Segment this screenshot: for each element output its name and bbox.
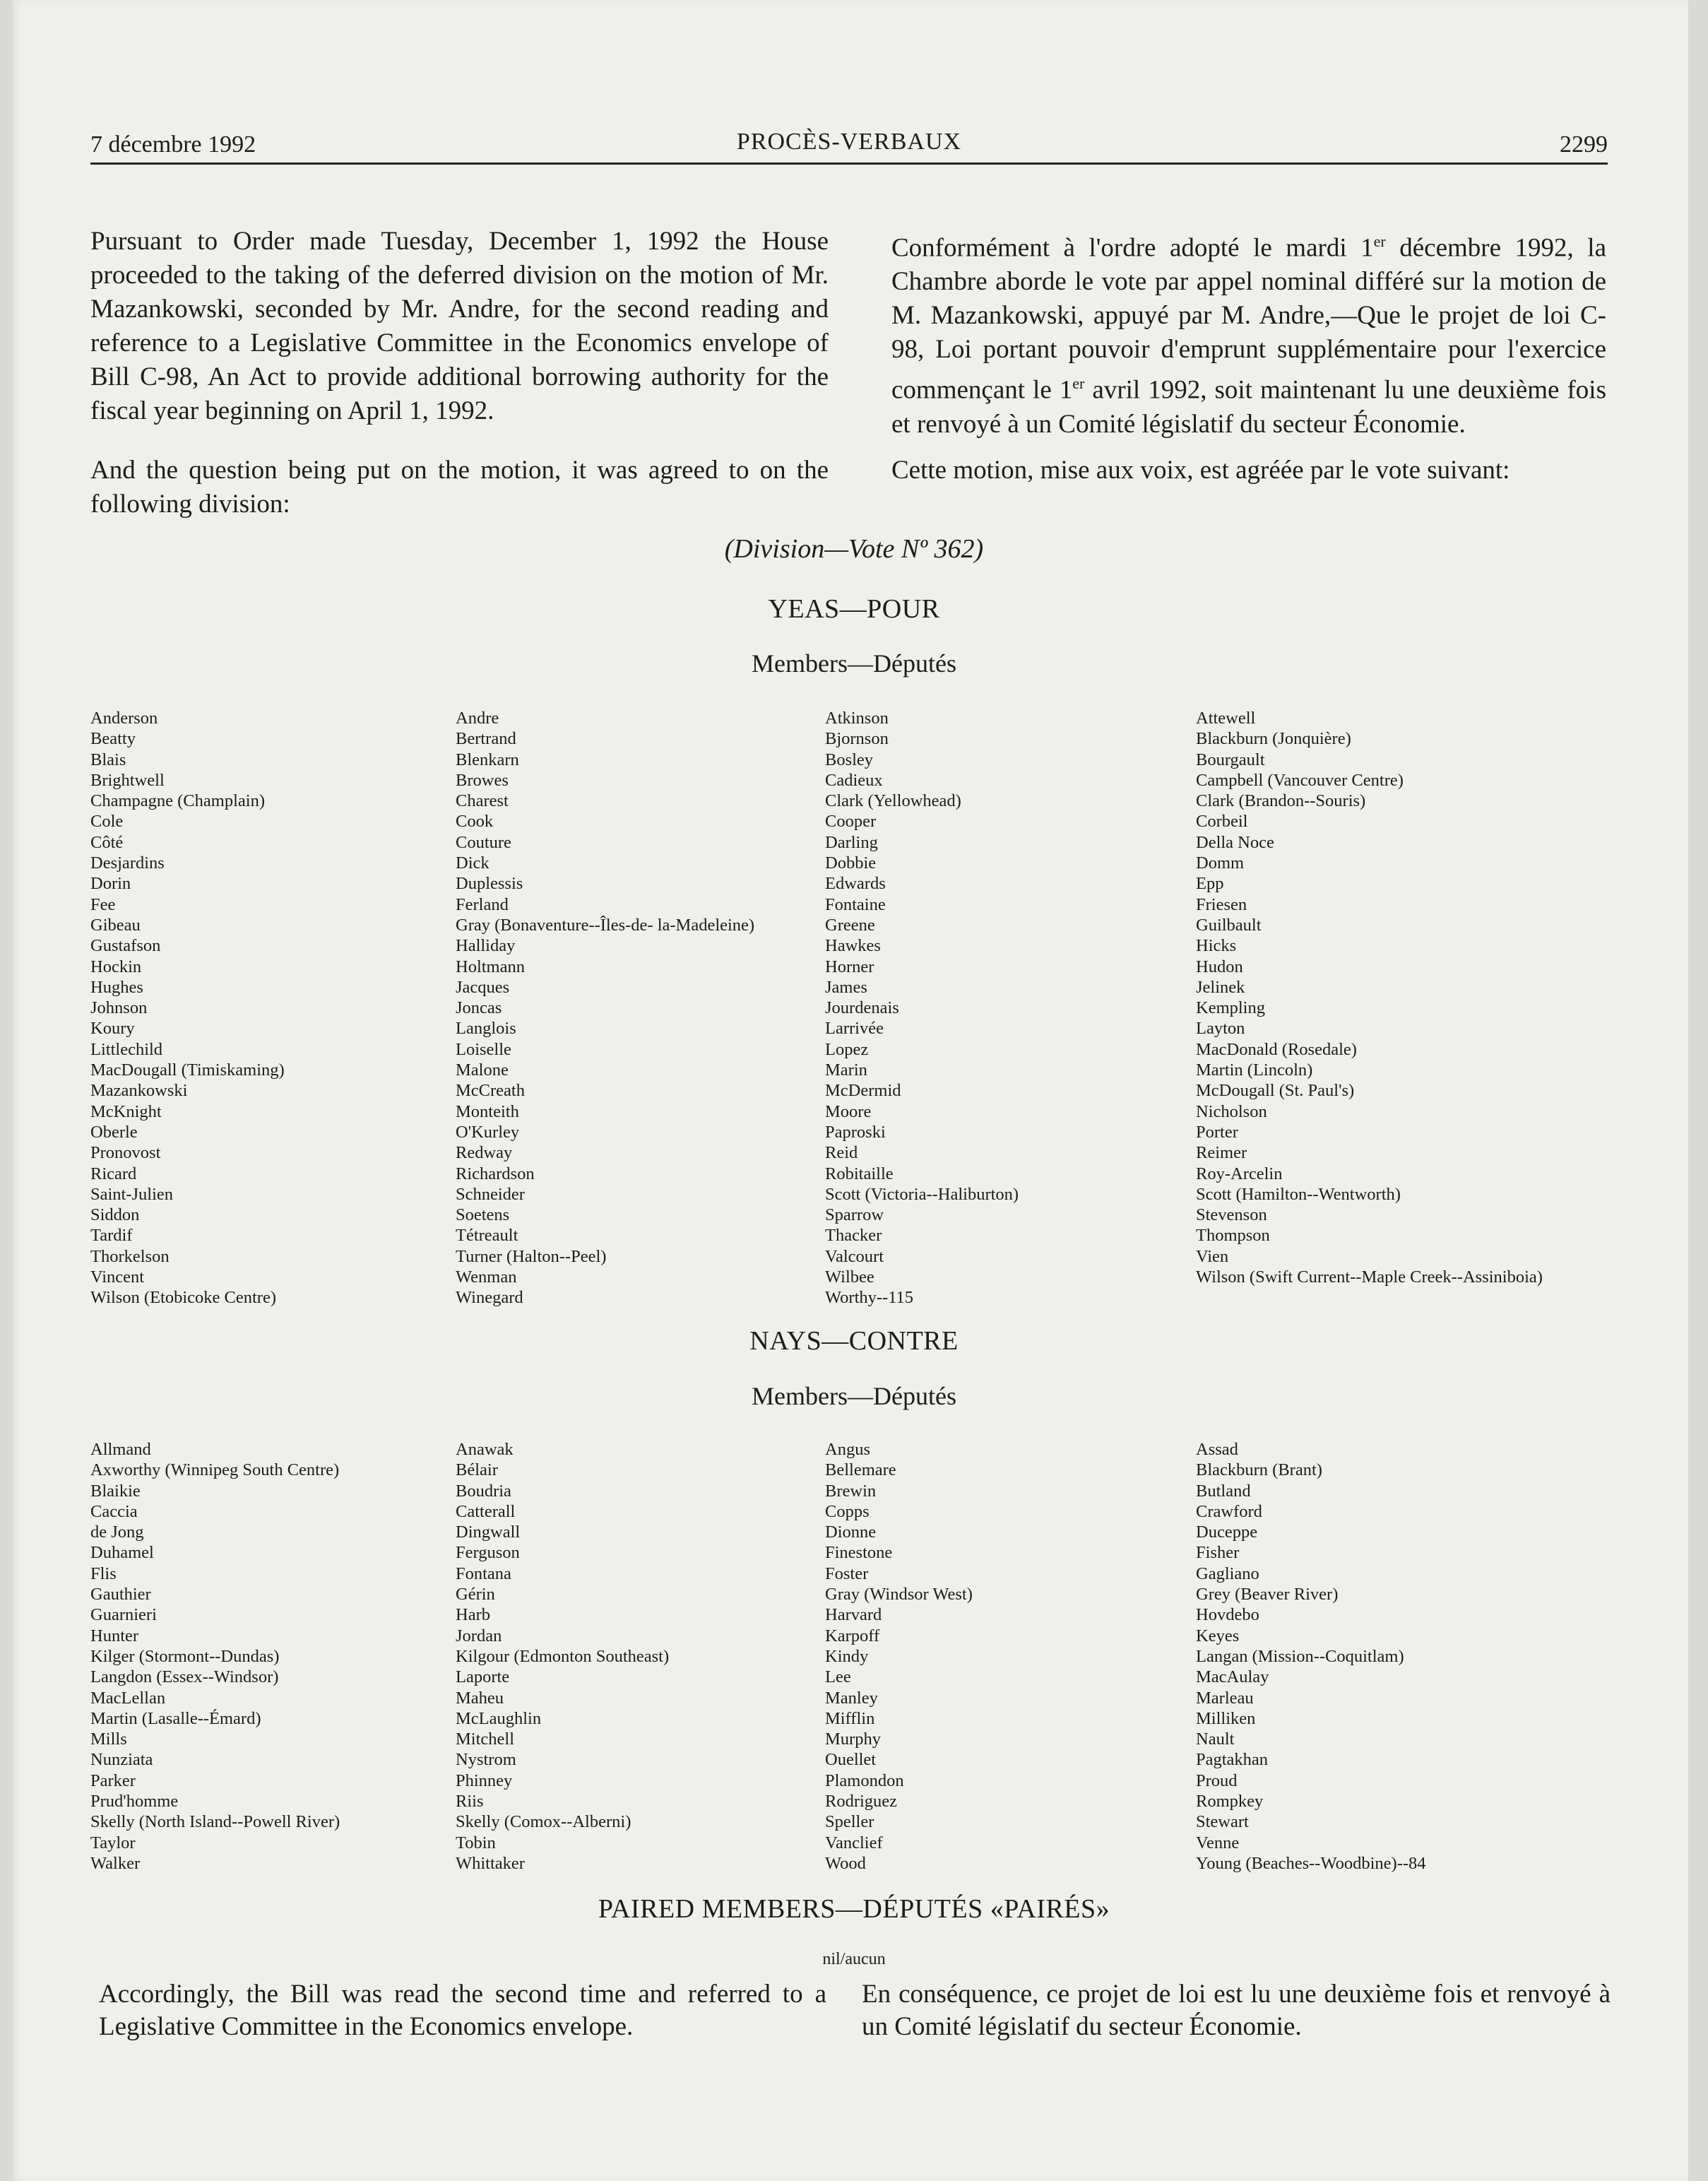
- member-name: Thorkelson: [90, 1246, 170, 1266]
- member-name: Monteith: [456, 1101, 519, 1121]
- member-name: Rompkey: [1196, 1792, 1264, 1811]
- member-name: Martin (Lincoln): [1196, 1060, 1313, 1080]
- member-name: MacAulay: [1196, 1667, 1269, 1687]
- member-name: Gérin: [456, 1585, 495, 1604]
- member-name: Worthy--115: [825, 1288, 914, 1308]
- member-name: Wilson (Swift Current--Maple Creek--Assiniboia): [1196, 1267, 1543, 1287]
- member-name: Langlois: [456, 1019, 516, 1039]
- member-name: Bjornson: [825, 729, 889, 749]
- yeas-subheading: Members—Députés: [752, 649, 956, 678]
- member-name: Couture: [456, 832, 511, 852]
- member-name: Ricard: [90, 1164, 137, 1183]
- nays-column-3: [825, 1439, 973, 1874]
- member-name: Turner (Halton--Peel): [456, 1246, 607, 1266]
- member-name: Kilgour (Edmonton Southeast): [456, 1646, 670, 1666]
- member-name: Cook: [456, 812, 494, 832]
- member-name: Caccia: [90, 1501, 138, 1521]
- nays-heading: NAYS—CONTRE: [749, 1326, 959, 1356]
- page-header: [90, 127, 1608, 165]
- member-name: Kindy: [825, 1646, 869, 1666]
- member-name: Axworthy (Winnipeg South Centre): [90, 1460, 340, 1480]
- member-name: Redway: [456, 1143, 513, 1163]
- member-name: Kempling: [1196, 998, 1265, 1018]
- nays-column-1: [90, 1439, 340, 1874]
- member-name: Halliday: [456, 936, 516, 956]
- member-name: Richardson: [456, 1164, 535, 1183]
- member-name: Stevenson: [1196, 1205, 1267, 1225]
- member-name: Vien: [1196, 1246, 1229, 1266]
- member-name: Walker: [90, 1853, 141, 1873]
- member-name: Hockin: [90, 957, 142, 976]
- member-name: Horner: [825, 957, 874, 976]
- member-name: Wood: [825, 1853, 866, 1873]
- member-name: Marleau: [1196, 1688, 1254, 1708]
- header-title: PROCÈS-VERBAUX: [736, 129, 962, 155]
- member-name: Jelinek: [1196, 977, 1245, 997]
- member-name: Charest: [456, 791, 509, 811]
- header-date: 7 décembre 1992: [90, 131, 256, 158]
- english-conclusion: Accordingly, the Bill was read the second time and referred to a Legislative Committee in the Economics envelope.: [99, 1980, 826, 2041]
- member-name: Phinney: [456, 1771, 513, 1790]
- member-name: Tétreault: [456, 1226, 518, 1246]
- member-name: Wilson (Etobicoke Centre): [90, 1288, 276, 1308]
- member-name: Gray (Bonaventure--Îles-de- la-Madeleine): [456, 915, 755, 935]
- english-order-paragraph: Pursuant to Order made Tuesday, December 1, 1992 the House proceeded to the taking of the deferred division on the motion of Mr. Mazankowski, seconded by Mr. Andre, for the second reading and reference to a Legislative Committee in the Economics envelope of Bill C-98, An Act to provide additional borrowing authority for the fiscal year beginning on April 1, 1992.: [90, 227, 829, 425]
- member-name: Allmand: [90, 1440, 151, 1459]
- member-name: Milliken: [1196, 1708, 1256, 1728]
- member-name: Greene: [825, 915, 875, 935]
- member-name: McDougall (St. Paul's): [1196, 1081, 1355, 1101]
- member-name: Holtmann: [456, 957, 525, 976]
- member-name: Wilbee: [825, 1267, 874, 1287]
- member-name: Young (Beaches--Woodbine)--84: [1196, 1853, 1426, 1873]
- member-name: Hawkes: [825, 936, 881, 956]
- member-name: Grey (Beaver River): [1196, 1585, 1339, 1604]
- member-name: Nicholson: [1196, 1101, 1267, 1121]
- member-name: Flis: [90, 1564, 117, 1583]
- member-name: Murphy: [825, 1730, 881, 1749]
- member-name: Vincent: [90, 1267, 145, 1287]
- member-name: Pronovost: [90, 1143, 161, 1163]
- member-name: Harb: [456, 1605, 490, 1625]
- member-name: Manley: [825, 1688, 878, 1708]
- member-name: Porter: [1196, 1122, 1238, 1142]
- member-name: Loiselle: [456, 1039, 511, 1059]
- member-name: Cooper: [825, 812, 877, 832]
- member-name: Corbeil: [1196, 812, 1248, 832]
- member-name: Valcourt: [825, 1246, 884, 1266]
- member-name: Desjardins: [90, 853, 165, 873]
- page-number: 2299: [1560, 131, 1608, 158]
- division-vote-label: (Division—Vote Nº 362): [724, 534, 984, 564]
- member-name: Schneider: [456, 1184, 525, 1204]
- member-name: Vanclief: [825, 1833, 883, 1852]
- member-name: Scott (Hamilton--Wentworth): [1196, 1184, 1401, 1204]
- member-name: Butland: [1196, 1481, 1251, 1501]
- member-name: Fee: [90, 894, 116, 914]
- member-name: Anawak: [456, 1440, 514, 1459]
- member-name: Jacques: [456, 977, 510, 997]
- member-name: Nunziata: [90, 1750, 153, 1770]
- member-name: Speller: [825, 1812, 874, 1832]
- member-name: Blackburn (Brant): [1196, 1460, 1322, 1480]
- member-name: Venne: [1196, 1833, 1240, 1852]
- member-name: Skelly (North Island--Powell River): [90, 1812, 340, 1832]
- member-name: Langan (Mission--Coquitlam): [1196, 1646, 1404, 1666]
- member-name: Whittaker: [456, 1853, 525, 1873]
- member-name: Bélair: [456, 1460, 498, 1480]
- member-name: Duhamel: [90, 1543, 154, 1563]
- member-name: Wenman: [456, 1267, 517, 1287]
- member-name: Darling: [825, 832, 878, 852]
- member-name: Joncas: [456, 998, 502, 1018]
- member-name: Hovdebo: [1196, 1605, 1259, 1625]
- member-name: Atkinson: [825, 709, 889, 728]
- member-name: Hunter: [90, 1626, 139, 1645]
- french-question-paragraph: Cette motion, mise aux voix, est agréée par le vote suivant:: [891, 456, 1510, 485]
- member-name: Guarnieri: [90, 1605, 157, 1625]
- member-name: Dorin: [90, 874, 131, 894]
- member-name: Jordan: [456, 1626, 502, 1645]
- member-name: Dobbie: [825, 853, 877, 873]
- member-name: Clark (Brandon--Souris): [1196, 791, 1366, 811]
- member-name: Harvard: [825, 1605, 882, 1625]
- member-name: Bosley: [825, 750, 874, 769]
- member-name: Duceppe: [1196, 1523, 1258, 1542]
- member-name: Lopez: [825, 1039, 869, 1059]
- member-name: Koury: [90, 1019, 135, 1039]
- member-name: Cole: [90, 812, 124, 832]
- member-name: Dionne: [825, 1523, 877, 1542]
- member-name: Reid: [825, 1143, 858, 1163]
- member-name: Brightwell: [90, 770, 165, 790]
- member-name: Hughes: [90, 977, 143, 997]
- member-name: Pagtakhan: [1196, 1750, 1269, 1770]
- member-name: Catterall: [456, 1501, 516, 1521]
- member-name: Clark (Yellowhead): [825, 791, 961, 811]
- member-name: Nystrom: [456, 1750, 516, 1770]
- member-name: Blackburn (Jonquière): [1196, 729, 1351, 749]
- yeas-column-1: [90, 708, 285, 1308]
- member-name: Prud'homme: [90, 1792, 179, 1811]
- member-name: Malone: [456, 1060, 509, 1080]
- member-name: Blais: [90, 750, 126, 769]
- member-name: Ouellet: [825, 1750, 877, 1770]
- member-name: Skelly (Comox--Alberni): [456, 1812, 631, 1832]
- yeas-column-3: [825, 708, 1019, 1308]
- member-name: Assad: [1196, 1440, 1238, 1459]
- member-name: Cadieux: [825, 770, 883, 790]
- member-name: Oberle: [90, 1122, 138, 1142]
- member-name: Fontana: [456, 1564, 511, 1583]
- nays-subheading: Members—Députés: [752, 1382, 956, 1410]
- member-name: Beatty: [90, 729, 136, 749]
- member-name: Larrivée: [825, 1019, 884, 1039]
- member-name: Della Noce: [1196, 832, 1274, 852]
- member-name: Langdon (Essex--Windsor): [90, 1667, 279, 1687]
- member-name: Keyes: [1196, 1626, 1240, 1645]
- member-name: MacDonald (Rosedale): [1196, 1039, 1357, 1059]
- member-name: Siddon: [90, 1205, 140, 1225]
- member-name: Martin (Lasalle--Émard): [90, 1708, 261, 1728]
- member-name: Côté: [90, 832, 124, 852]
- member-name: Tardif: [90, 1226, 133, 1246]
- member-name: Mills: [90, 1730, 127, 1749]
- member-name: Scott (Victoria--Haliburton): [825, 1184, 1019, 1204]
- member-name: Bourgault: [1196, 750, 1265, 769]
- member-name: Kilger (Stormont--Dundas): [90, 1646, 280, 1666]
- member-name: Paproski: [825, 1122, 886, 1142]
- member-name: Robitaille: [825, 1164, 894, 1183]
- member-name: Domm: [1196, 853, 1245, 873]
- member-name: Dingwall: [456, 1523, 521, 1542]
- paired-heading: PAIRED MEMBERS—DÉPUTÉS «PAIRÉS»: [598, 1894, 1110, 1924]
- member-name: Friesen: [1196, 894, 1247, 914]
- yeas-column-4: [1196, 708, 1543, 1287]
- member-name: Jourdenais: [825, 998, 899, 1018]
- member-name: Riis: [456, 1792, 484, 1811]
- member-name: Browes: [456, 770, 509, 790]
- yeas-column-2: [456, 708, 754, 1308]
- member-name: Mazankowski: [90, 1081, 188, 1101]
- member-name: Winegard: [456, 1288, 523, 1308]
- member-name: Mitchell: [456, 1730, 515, 1749]
- french-order-paragraph: Conformément à l'ordre adopté le mardi 1er décembre 1992, la Chambre aborde le vote par appel nominal différé sur la motion de M. Mazankowski, appuyé par M. Andre,—Que le projet de loi C-98, Loi portant pouvoir d'emprunt supplémentaire pour l'exercice commençant le 1er avril 1992, soit maintenant lu une deuxième fois et renvoyé à un Comité législatif du secteur Économie.: [891, 232, 1606, 439]
- member-name: Blaikie: [90, 1481, 141, 1501]
- member-name: Boudria: [456, 1481, 511, 1501]
- member-name: Champagne (Champlain): [90, 791, 265, 811]
- paired-nil-note: nil/aucun: [822, 1950, 886, 1968]
- member-name: Tobin: [456, 1833, 496, 1852]
- member-name: Lee: [825, 1667, 851, 1687]
- member-name: Gibeau: [90, 915, 141, 935]
- member-name: Campbell (Vancouver Centre): [1196, 770, 1404, 790]
- member-name: Plamondon: [825, 1771, 904, 1790]
- member-name: Marin: [825, 1060, 867, 1080]
- member-name: Gustafson: [90, 936, 161, 956]
- member-name: Moore: [825, 1101, 872, 1121]
- member-name: Edwards: [825, 874, 886, 894]
- member-name: Dick: [456, 853, 490, 873]
- member-name: Mifflin: [825, 1708, 875, 1728]
- member-name: Duplessis: [456, 874, 523, 894]
- member-name: Hudon: [1196, 957, 1243, 976]
- member-name: Brewin: [825, 1481, 877, 1501]
- member-name: Roy-Arcelin: [1196, 1164, 1283, 1183]
- member-name: Crawford: [1196, 1501, 1262, 1521]
- nays-column-4: [1196, 1439, 1426, 1874]
- member-name: Foster: [825, 1564, 869, 1583]
- member-name: MacDougall (Timiskaming): [90, 1060, 285, 1080]
- member-name: McCreath: [456, 1081, 525, 1101]
- member-name: Attewell: [1196, 709, 1256, 728]
- member-name: Maheu: [456, 1688, 504, 1708]
- member-name: Laporte: [456, 1667, 510, 1687]
- member-name: Johnson: [90, 998, 148, 1018]
- member-name: de Jong: [90, 1523, 144, 1542]
- member-name: Bellemare: [825, 1460, 896, 1480]
- member-name: Sparrow: [825, 1205, 884, 1225]
- member-name: O'Kurley: [456, 1122, 520, 1142]
- member-name: Gray (Windsor West): [825, 1585, 973, 1604]
- member-name: Bertrand: [456, 729, 516, 749]
- member-name: Ferguson: [456, 1543, 520, 1563]
- nays-column-2: [456, 1439, 669, 1874]
- member-name: Stewart: [1196, 1812, 1249, 1832]
- member-name: Layton: [1196, 1019, 1245, 1039]
- member-name: Anderson: [90, 709, 158, 728]
- yeas-heading: YEAS—POUR: [768, 594, 940, 624]
- member-name: MacLellan: [90, 1688, 166, 1708]
- member-name: McLaughlin: [456, 1708, 542, 1728]
- member-name: Reimer: [1196, 1143, 1247, 1163]
- member-name: Copps: [825, 1501, 870, 1521]
- member-name: James: [825, 977, 867, 997]
- member-name: Soetens: [456, 1205, 510, 1225]
- english-question-paragraph: And the question being put on the motion, it was agreed to on the following division:: [90, 456, 829, 519]
- member-name: Thacker: [825, 1226, 882, 1246]
- member-name: Guilbault: [1196, 915, 1262, 935]
- member-name: Thompson: [1196, 1226, 1270, 1246]
- member-name: Parker: [90, 1771, 136, 1790]
- member-name: Blenkarn: [456, 750, 519, 769]
- member-name: Epp: [1196, 874, 1224, 894]
- member-name: Angus: [825, 1440, 870, 1459]
- member-name: Hicks: [1196, 936, 1237, 956]
- member-name: McDermid: [825, 1081, 901, 1101]
- member-name: Andre: [456, 709, 499, 728]
- member-name: Rodriguez: [825, 1792, 898, 1811]
- member-name: McKnight: [90, 1101, 162, 1121]
- member-name: Taylor: [90, 1833, 136, 1852]
- member-name: Littlechild: [90, 1039, 163, 1059]
- member-name: Ferland: [456, 894, 509, 914]
- member-name: Gagliano: [1196, 1564, 1259, 1583]
- member-name: Gauthier: [90, 1585, 151, 1604]
- member-name: Karpoff: [825, 1626, 880, 1645]
- member-name: Fisher: [1196, 1543, 1240, 1563]
- member-name: Finestone: [825, 1543, 893, 1563]
- member-name: Fontaine: [825, 894, 886, 914]
- member-name: Proud: [1196, 1771, 1238, 1790]
- member-name: Saint-Julien: [90, 1184, 174, 1204]
- member-name: Nault: [1196, 1730, 1235, 1749]
- french-conclusion: En conséquence, ce projet de loi est lu une deuxième fois et renvoyé à un Comité législatif du secteur Économie.: [862, 1980, 1611, 2041]
